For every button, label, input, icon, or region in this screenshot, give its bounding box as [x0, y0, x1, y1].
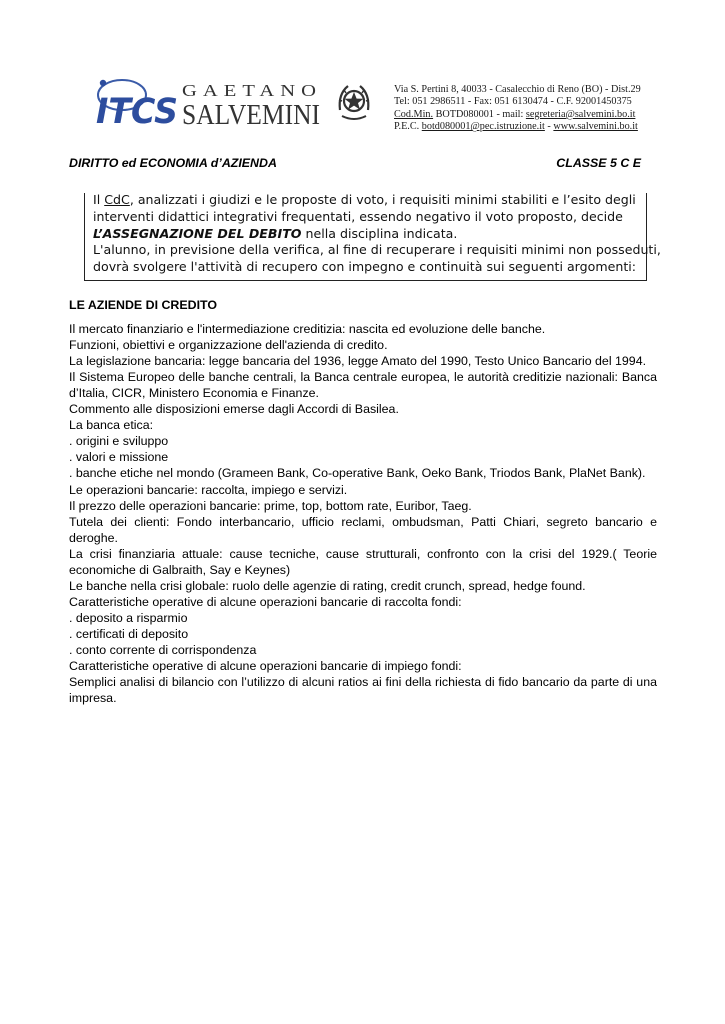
notice-cdc: CdC	[104, 192, 130, 207]
content-paragraph: La legislazione bancaria: legge bancaria del 1936, legge Amato del 1990, Testo Unico Bancario del 1994.	[69, 354, 647, 369]
content-paragraph: Caratteristiche operative di alcune operazioni bancarie di impiego fondi:	[69, 659, 462, 674]
content-list-item: . origini e sviluppo	[69, 434, 169, 449]
content-paragraph: Il prezzo delle operazioni bancarie: prime, top, bottom rate, Euribor, Taeg.	[69, 498, 472, 513]
content-paragraph: Tutela dei clienti: Fondo interbancario, ufficio reclami, ombudsman, Patti Chiari, segreto bancario e deroghe.	[69, 514, 657, 545]
content-paragraph: Funzioni, obiettivi e organizzazione dell'azienda di credito.	[69, 338, 388, 353]
notice-line-2: interventi didattici integrativi frequentati, essendo negativo il voto proposto, decide	[93, 208, 623, 224]
notice-line-4: L'alunno, in previsione della verifica, al fine di recuperare i requisiti minimi non posseduti,	[93, 242, 661, 258]
logo-acronym: ITCS	[96, 92, 178, 129]
content-paragraph: Le banche nella crisi globale: ruolo delle agenzie di rating, credit crunch, spread, hedge found.	[69, 578, 586, 593]
content-list-item: . deposito a risparmio	[69, 610, 188, 625]
contact-code-line	[394, 109, 714, 121]
contact-mail-link[interactable]: segreteria@salvemini.bo.it	[525, 108, 636, 120]
contact-code-label: Cod.Min.	[394, 108, 434, 120]
program-content	[69, 297, 657, 706]
school-contact-info	[394, 84, 714, 134]
section-title: LE AZIENDE DI CREDITO	[69, 298, 218, 312]
school-logo	[92, 73, 324, 129]
contact-website-link[interactable]: www.salvemini.bo.it	[553, 121, 638, 133]
content-paragraph: La crisi finanziaria attuale: cause tecniche, cause strutturali, confronto con la crisi del 1929.( Teorie economiche di Galbraith, Say e Keynes)	[69, 546, 657, 577]
course-name: DIRITTO ed ECONOMIA d’AZIENDA	[69, 156, 277, 170]
content-list-item: . banche etiche nel mondo (Grameen Bank, Co-operative Bank, Oeko Bank, Triodos Bank, PlaNet Bank).	[69, 466, 646, 481]
notice-line-1-start: Il	[93, 192, 105, 207]
italian-republic-emblem-icon	[334, 80, 374, 124]
content-paragraph: Semplici analisi di bilancio con l’utilizzo di alcuni ratios ai fini della richiesta di fido bancario da parte di una impresa.	[69, 675, 657, 706]
content-paragraph: Il Sistema Europeo delle banche centrali, la Banca centrale europea, le autorità creditizie nazionali: Banca d’Italia, CICR, Ministero Economia e Finanze.	[69, 370, 657, 401]
content-paragraph: La banca etica:	[69, 418, 154, 433]
logo-name-top: GAETANO	[182, 81, 322, 100]
content-paragraph: Il mercato finanziario e l'intermediazione creditizia: nascita ed evoluzione delle banche.	[69, 322, 546, 337]
notice-line-1-rest: , analizzati i giudizi e le proposte di voto, i requisiti minimi stabiliti e l’esito degli	[129, 192, 636, 207]
contact-code-value: BOTD080001 - mail:	[433, 108, 526, 120]
notice-line-5: dovrà svolgere l'attività di recupero con impegno e continuità sui seguenti argomenti:	[93, 259, 637, 275]
content-paragraph: Le operazioni bancarie: raccolta, impiego e servizi.	[69, 482, 348, 497]
debt-assignment-notice	[84, 192, 661, 281]
subject-line	[69, 156, 641, 172]
content-list-item: . valori e missione	[69, 450, 169, 465]
contact-pec-label: P.E.C.	[394, 121, 422, 133]
contact-pec-line	[394, 121, 714, 133]
contact-phone: Tel: 051 2986511 - Fax: 051 6130474 - C.F. 92001450375	[394, 96, 632, 108]
logo-name-bottom: SALVEMINI	[182, 100, 320, 129]
content-list-item: . certificati di deposito	[69, 626, 189, 641]
contact-pec-link[interactable]: botd080001@pec.istruzione.it	[421, 121, 545, 133]
contact-pec-separator: -	[544, 121, 554, 133]
content-paragraph: Caratteristiche operative di alcune operazioni bancarie di raccolta fondi:	[69, 594, 462, 609]
notice-line-3	[93, 226, 646, 243]
class-name: CLASSE 5 C E	[556, 156, 641, 170]
content-list-item: . conto corrente di corrispondenza	[69, 642, 257, 657]
content-paragraph: Commento alle disposizioni emerse dagli Accordi di Basilea.	[69, 402, 399, 417]
notice-line-1	[93, 192, 646, 209]
contact-address: Via S. Pertini 8, 40033 - Casalecchio di Reno (BO) - Dist.29	[394, 84, 641, 95]
notice-line-3-rest: nella disciplina indicata.	[301, 225, 458, 241]
notice-debt-assignment: L’ASSEGNAZIONE DEL DEBITO	[93, 225, 302, 241]
